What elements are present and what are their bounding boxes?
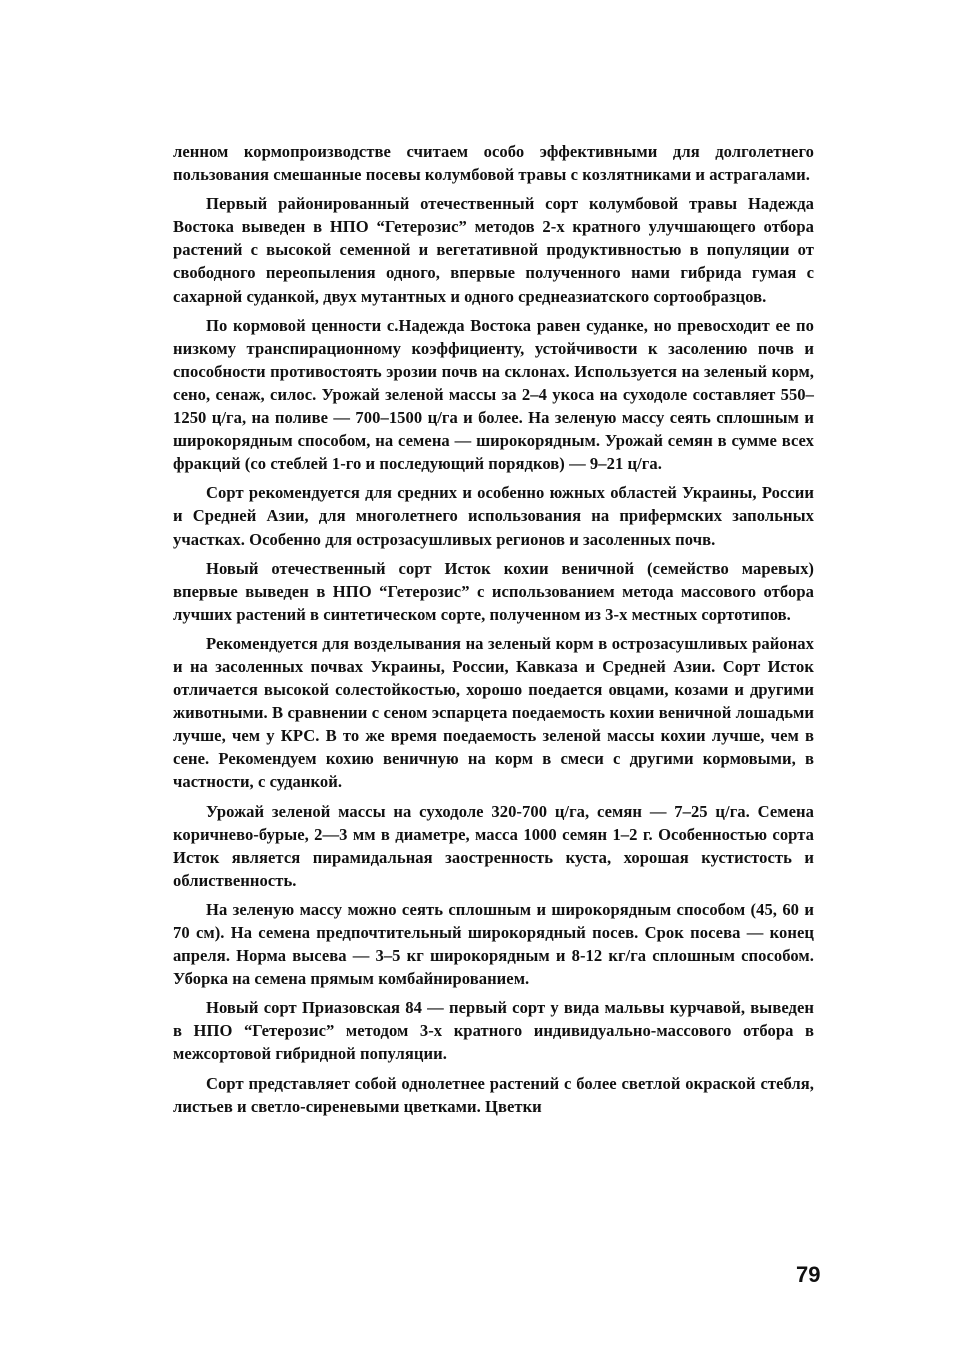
paragraph-1: ленном кормопроизводстве считаем особо эффективными для долголетнего пользования смешанные посевы колумбовой травы с козлятниками и астрагалами. [173,142,814,185]
page-number: 79 [796,1262,821,1287]
paragraph-8: На зеленую массу можно сеять сплошным и широкорядным способом (45, 60 и 70 см). На семена предпочтительный широкорядный посев. Срок посева — конец апреля. Норма высева — 3–5 кг широкорядным и 8-12 кг/га сплошным способом. Уборка на семена прямым комбайнированием. [173,899,814,989]
paragraph-2: Первый районированный отечественный сорт колумбовой травы Надежда Востока выведен в НПО “Гетерозис” методов 2-х кратного улучшающего отбора растений с высокой семенной и вегетативной продуктивностью в популяции от свободного переопыления одного, впервые полученного нами гибрида гумая с сахарной суданкой, двух мутантных и одного среднеазиатского сортообразцов. [173,194,814,306]
paragraph-9: Новый сорт Приазовская 84 — первый сорт у вида мальвы курчавой, выведен в НПО “Гетерозис” методом 3-х кратного индивидуально-массового отбора в межсортовой гибридной популяции. [173,998,814,1064]
page-text-block [173,140,814,1124]
paragraph-10: Сорт представляет собой однолетнее растений с более светлой окраской стебля, листьев и светло-сиреневыми цветками. Цветки [173,1073,814,1116]
paragraph-7: Урожай зеленой массы на суходоле 320-700 ц/га, семян — 7–25 ц/га. Семена коричнево-бурые, 2—3 мм в диаметре, масса 1000 семян 1–2 г. Особенностью сорта Исток является пирамидальная заостренность куста, хорошая кустистость и облиственность. [173,801,814,890]
paragraph-6: Рекомендуется для возделывания на зеленый корм в острозасушливых районах и на засоленных почвах Украины, России, Кавказа и Средней Азии. Сорт Исток отличается высокой солестойкостью, хорошо поедается овцами, козами и другими животными. В сравнении с сеном эспарцета поедаемость кохии веничной лошадьми лучше, чем у КРС. В то же время поедаемость зеленой массы кохии лучше, чем в сене. Рекомендуем кохию веничную на корм в смеси с другими кормовыми, в частности, с суданкой. [173,633,814,792]
paragraph-5: Новый отечественный сорт Исток кохии веничной (семейство маревых) впервые выведен в НПО “Гетерозис” с использованием метода массового отбора лучших растений в синтетическом сорте, полученном из 3-х местных сортотипов. [173,558,814,624]
paragraph-4: Сорт рекомендуется для средних и особенно южных областей Украины, России и Средней Азии, для многолетнего использования на прифермских запольных участках. Особенно для острозасушливых регионов и засоленных почв. [173,483,814,549]
paragraph-3: По кормовой ценности с.Надежда Востока равен суданке, но превосходит ее по низкому транспирационному коэффициенту, устойчивости к засолению почв и способности противостоять эрозии почв на склонах. Используется на зеленый корм, сено, сенаж, силос. Урожай зеленой массы за 2–4 укоса на суходоле составляет 550–1250 ц/га, на поливе — 700–1500 ц/га и более. На зеленую массу сеять сплошным и широкорядным способом, на семена — широкорядным. Урожай семян в сумме всех фракций (со стеблей 1-го и последующий порядков) — 9–21 ц/га. [173,315,814,474]
